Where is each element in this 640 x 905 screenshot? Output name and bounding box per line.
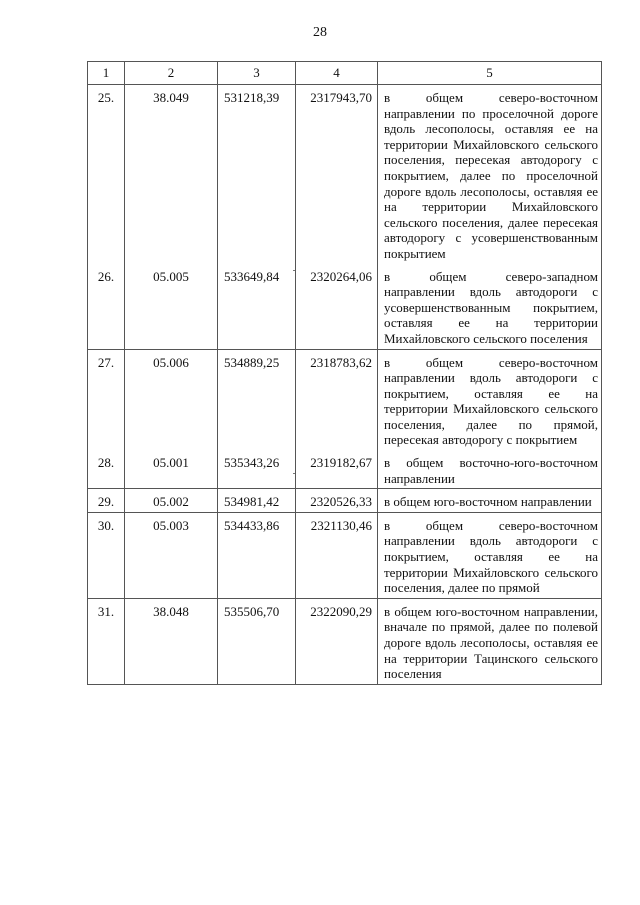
point-number: 28. — [88, 450, 125, 489]
boundary-points-table — [87, 61, 602, 685]
coord-y: 2320526,33 — [296, 489, 378, 513]
boundary-description: в общем северо-восточном направлении по проселочной дороге вдоль лесополосы, оставляя ее на территории Михайловского сельского поселения, пересекая автодорогу с покрытием, далее по проселочной дороге вдоль лесополосы, оставляя ее на территории Михайловского сельского поселения, далее пересекая автодорогу с усовершенствованным покрытием — [378, 85, 602, 264]
header-col-3: 3 — [218, 62, 296, 85]
point-code: 38.048 — [125, 598, 218, 684]
boundary-description: в общем северо-восточном направлении вдоль автодороги с покрытием, оставляя ее на территории Михайловского сельского поселения, далее по прямой, пересекая автодорогу с покрытием — [378, 349, 602, 450]
point-code: 05.001 — [125, 450, 218, 489]
point-number: 26. — [88, 264, 125, 349]
boundary-description: в общем северо-западном направлении вдоль автодороги с усовершенствованным покрытием, оставляя ее на территории Михайловского сельского поселения — [378, 264, 602, 349]
coord-x: 534981,42 — [218, 489, 296, 513]
point-code: 05.002 — [125, 489, 218, 513]
boundary-description: в общем восточно-юго-восточном направлении — [378, 450, 602, 489]
header-col-1: 1 — [88, 62, 125, 85]
coord-y: 2319182,67 — [296, 450, 378, 489]
table-row — [88, 264, 602, 349]
coord-y: 2321130,46 — [296, 512, 378, 598]
boundary-description: в общем юго-восточном направлении, вначале по прямой, далее по полевой дороге вдоль лесополосы, оставляя ее на территории Тацинского сельского поселения — [378, 598, 602, 684]
point-number: 29. — [88, 489, 125, 513]
table-header-row — [88, 62, 602, 85]
header-col-2: 2 — [125, 62, 218, 85]
table-row — [88, 598, 602, 684]
coord-y: 2318783,62 — [296, 349, 378, 450]
point-code: 05.006 — [125, 349, 218, 450]
scan-speck — [293, 473, 295, 474]
coord-x: 531218,39 — [218, 85, 296, 264]
coord-x: 534433,86 — [218, 512, 296, 598]
coord-x: 534889,25 — [218, 349, 296, 450]
coord-y: 2320264,06 — [296, 264, 378, 349]
table-row — [88, 450, 602, 489]
point-code: 05.003 — [125, 512, 218, 598]
header-col-4: 4 — [296, 62, 378, 85]
point-number: 25. — [88, 85, 125, 264]
coord-x: 535343,26 — [218, 450, 296, 489]
point-code: 05.005 — [125, 264, 218, 349]
page-number: 28 — [313, 25, 327, 40]
scan-speck — [293, 270, 295, 271]
boundary-description: в общем юго-восточном направлении — [378, 489, 602, 513]
point-code: 38.049 — [125, 85, 218, 264]
boundary-description: в общем северо-восточном направлении вдоль автодороги с покрытием, оставляя ее на территории Михайловского сельского поселения, далее по прямой — [378, 512, 602, 598]
table-row — [88, 489, 602, 513]
table-row — [88, 85, 602, 264]
coord-x: 535506,70 — [218, 598, 296, 684]
table-row — [88, 512, 602, 598]
coord-y: 2317943,70 — [296, 85, 378, 264]
point-number: 31. — [88, 598, 125, 684]
point-number: 30. — [88, 512, 125, 598]
header-col-5: 5 — [378, 62, 602, 85]
coord-x: 533649,84 — [218, 264, 296, 349]
table-row — [88, 349, 602, 450]
point-number: 27. — [88, 349, 125, 450]
coord-y: 2322090,29 — [296, 598, 378, 684]
